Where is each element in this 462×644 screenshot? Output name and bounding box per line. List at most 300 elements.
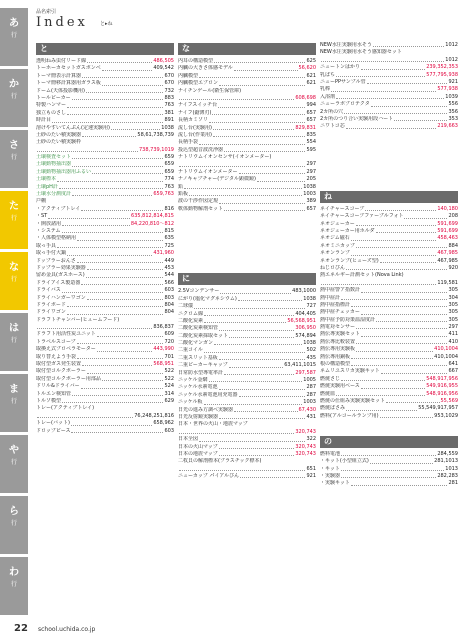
entry-pages: 119,581 xyxy=(437,279,458,286)
entry-name: 熱伝導用実験板 xyxy=(320,346,356,353)
index-entry xyxy=(320,168,458,175)
dot-leader xyxy=(86,272,164,277)
index-range: と▸ね xyxy=(100,21,113,27)
index-entry xyxy=(178,436,316,443)
dot-leader xyxy=(238,296,302,301)
dot-leader xyxy=(179,95,294,100)
entry-name: 土壌動物抽出器用ふるい xyxy=(36,168,92,175)
entry-pages: 836,837 xyxy=(153,324,174,331)
index-entry xyxy=(178,147,316,154)
dot-leader xyxy=(234,407,297,412)
entry-pages: 720 xyxy=(164,338,174,345)
index-entry xyxy=(36,339,174,346)
entry-pages: 282,283 xyxy=(437,473,458,480)
entry-name: ニューPPサンプル管 xyxy=(320,78,366,85)
entry-pages: 1012 xyxy=(445,42,458,48)
index-entry xyxy=(36,295,174,302)
entry-pages: 651 xyxy=(306,465,316,472)
kana-tab-label: た xyxy=(9,201,19,212)
entry-name: 内耳の構造模型 xyxy=(178,58,214,64)
dot-leader xyxy=(72,154,163,159)
index-entry xyxy=(320,72,458,79)
kana-tab-5[interactable] xyxy=(0,313,28,372)
entry-name: ・アクティブトレイ xyxy=(36,205,81,212)
index-entry xyxy=(178,132,316,139)
dot-leader xyxy=(82,132,136,137)
entry-pages: 566 xyxy=(164,279,174,286)
entry-pages: 281,1013 xyxy=(434,458,458,465)
entry-pages: 63,411,1015 xyxy=(284,362,316,369)
index-entry xyxy=(320,265,458,272)
dot-leader xyxy=(37,413,133,418)
entry-pages: 410 xyxy=(448,338,458,345)
entry-name: 熱中症計 xyxy=(320,294,341,301)
index-entry xyxy=(178,347,316,354)
dot-leader xyxy=(179,429,294,434)
entry-name: 投込型超音波洗浄器 xyxy=(178,146,224,153)
entry-pages: 804 xyxy=(164,301,174,308)
entry-name: ナノキャプチャー(デジタル顕微鏡) xyxy=(178,176,256,183)
dot-leader xyxy=(219,80,305,85)
dot-leader xyxy=(336,391,425,396)
entry-name: 二酸化マンガン xyxy=(178,340,214,347)
entry-pages: 410,1004 xyxy=(434,353,458,360)
entry-name: 日光反射鏡実験器 xyxy=(178,413,219,420)
entry-name: ・開放諸用 xyxy=(36,220,62,227)
index-entry xyxy=(178,198,316,205)
entry-name: 熱中症警ア指数計 xyxy=(320,287,361,294)
dot-leader xyxy=(224,206,305,211)
index-entry xyxy=(320,145,458,152)
dot-leader xyxy=(356,339,447,344)
entry-pages: 356 xyxy=(448,108,458,115)
entry-name: 乳ばち xyxy=(320,71,336,78)
entry-pages: 84,220,810〜812 xyxy=(130,220,174,227)
entry-pages: 621 xyxy=(306,72,316,79)
index-entry xyxy=(178,333,316,340)
entry-name: 二重コイル xyxy=(178,347,203,354)
entry-pages: 732 xyxy=(164,87,174,94)
index-entry xyxy=(178,325,316,332)
entry-pages: 591,699 xyxy=(437,227,458,234)
dot-leader xyxy=(336,72,425,77)
entry-pages: 297 xyxy=(306,168,316,175)
entry-name: NEW水圧実験用水そう感知器セット xyxy=(320,49,402,56)
entry-pages: 657 xyxy=(306,205,316,212)
index-entry xyxy=(178,88,316,95)
entry-pages: 574,894 xyxy=(295,332,316,339)
entry-pages: 58,61,738,739 xyxy=(137,131,174,138)
entry-name: ナイフ(鋸薄刃) xyxy=(178,109,212,116)
entry-pages: 568,951 xyxy=(153,361,174,368)
entry-name: トラペルスコープ xyxy=(36,338,76,345)
entry-name: 入浴剤 xyxy=(320,93,336,100)
entry-pages: 281 xyxy=(448,480,458,487)
entry-pages: 305 xyxy=(448,301,458,308)
index-column-1 xyxy=(36,42,174,435)
entry-name: 土壌水分測度計 xyxy=(36,191,72,198)
entry-pages: 738,739,1019 xyxy=(139,146,174,153)
index-entry xyxy=(320,250,458,257)
dot-leader xyxy=(204,318,286,323)
entry-name: 取っ手具 xyxy=(36,242,57,249)
section-heading: に xyxy=(178,273,316,285)
entry-pages: 727 xyxy=(306,303,316,310)
dot-leader xyxy=(404,213,447,218)
kana-tab-2[interactable] xyxy=(0,130,28,189)
index-entry xyxy=(320,331,458,338)
entry-pages: 725 xyxy=(164,242,174,249)
entry-pages: 239,352,353 xyxy=(426,64,458,71)
dot-leader xyxy=(67,309,164,314)
index-entry xyxy=(36,405,174,412)
index-entry xyxy=(178,296,316,303)
dot-leader xyxy=(77,354,163,359)
kana-tab-gyo: 行 xyxy=(10,93,17,100)
dot-leader xyxy=(179,466,305,471)
dot-leader xyxy=(229,333,294,338)
dot-leader xyxy=(219,414,305,419)
index-entry xyxy=(178,265,316,272)
index-entry xyxy=(178,176,316,183)
entry-pages: 635,812,814,815 xyxy=(131,213,174,220)
dot-leader xyxy=(77,258,164,263)
dot-leader xyxy=(97,346,153,351)
index-entry xyxy=(178,444,316,451)
section-heading: の xyxy=(320,436,458,448)
entry-name: 2カ所のつり合い実験用段ハート xyxy=(320,115,394,122)
entry-name: ねじロびん xyxy=(320,264,346,271)
index-entry xyxy=(178,73,316,80)
dot-leader xyxy=(67,110,163,115)
index-entry xyxy=(178,414,316,421)
index-entry xyxy=(178,473,316,480)
entry-name: ナトリウムイオンセンサ(イオンメーター) xyxy=(178,154,272,161)
entry-pages: 502 xyxy=(306,347,316,354)
entry-pages: 381 xyxy=(164,109,174,116)
dot-leader xyxy=(204,347,306,352)
entry-pages: 524 xyxy=(164,383,174,390)
entry-name: 熱伝導実験セット xyxy=(320,331,361,338)
dot-leader xyxy=(356,243,448,248)
index-entry xyxy=(178,429,316,436)
dot-leader xyxy=(331,86,436,91)
entry-name: ネイチャースコープ xyxy=(320,205,365,212)
index-entry xyxy=(36,228,174,235)
entry-name: 燃焼の仕組み実験実験セット xyxy=(320,397,386,404)
entry-name: ネオジューカー xyxy=(320,220,355,227)
entry-name: 燃料電池 xyxy=(320,450,341,457)
entry-pages: 548,917,956 xyxy=(426,375,458,382)
index-entry xyxy=(320,64,458,71)
entry-name: トーホーカセットガスボンベ xyxy=(36,65,101,72)
kana-tab-1[interactable] xyxy=(0,69,28,128)
index-entry xyxy=(320,123,458,130)
index-entry xyxy=(320,473,458,480)
kana-tab-label: ま xyxy=(9,384,19,395)
dot-leader xyxy=(87,295,164,300)
entry-name: 日本・世界の火山・地震マップ xyxy=(178,421,248,428)
kana-tab-9[interactable] xyxy=(0,557,28,616)
index-entry xyxy=(320,49,458,56)
kana-tab-gyo: 行 xyxy=(10,459,17,466)
entry-pages: 659,763 xyxy=(153,191,174,198)
dot-leader xyxy=(356,346,433,351)
entry-pages: 1038 xyxy=(303,340,316,347)
page-title: Index xyxy=(36,15,88,30)
index-entry xyxy=(320,361,458,368)
dot-leader xyxy=(199,139,305,144)
index-entry xyxy=(36,302,174,309)
dot-leader xyxy=(346,123,437,128)
dot-leader xyxy=(111,125,160,130)
kana-tab-3[interactable] xyxy=(0,191,28,250)
entry-name: 土壌検査セット xyxy=(36,154,72,161)
entry-pages: 306,950 xyxy=(295,325,316,332)
index-entry xyxy=(320,295,458,302)
index-entry xyxy=(178,235,316,242)
dot-leader xyxy=(234,65,298,70)
entry-name: ・人体模型格納用 xyxy=(36,235,77,242)
index-entry xyxy=(36,110,174,117)
dot-leader xyxy=(81,206,163,211)
index-entry xyxy=(36,235,174,242)
dot-leader xyxy=(351,235,437,240)
section-heading: ね xyxy=(320,191,458,203)
entry-pages: 603 xyxy=(164,287,174,294)
entry-name: 長柄カミソリ xyxy=(178,117,209,124)
entry-pages: 803 xyxy=(164,294,174,301)
entry-name: 軟体動物解剖セット xyxy=(178,205,224,212)
entry-name: 二球儀 xyxy=(178,303,194,310)
index-entry xyxy=(320,368,458,375)
index-entry xyxy=(36,117,174,124)
dot-leader xyxy=(219,451,295,456)
entry-name: トーマ冊移計算器用ガラス板 xyxy=(36,80,101,87)
entry-pages: 835 xyxy=(306,131,316,138)
index-entry xyxy=(36,80,174,87)
index-entry xyxy=(178,228,316,235)
dot-leader xyxy=(179,161,305,166)
entry-pages: 635 xyxy=(164,235,174,242)
index-entry xyxy=(178,318,316,325)
entry-name: 2.5Vコンデンサー xyxy=(178,288,220,295)
dot-leader xyxy=(92,169,163,174)
dot-leader xyxy=(59,184,164,189)
kana-tab-6[interactable] xyxy=(0,374,28,433)
index-entry xyxy=(320,324,458,331)
dot-leader xyxy=(380,258,437,263)
dot-leader xyxy=(380,413,434,418)
index-entry xyxy=(320,398,458,405)
index-entry xyxy=(36,132,174,139)
entry-name: 日光の進み方調べ実験器 xyxy=(178,406,234,413)
entry-name: ニッケル水素電池 xyxy=(178,384,218,391)
index-column-2 xyxy=(178,42,316,480)
dot-leader xyxy=(373,42,444,47)
entry-pages: 467,985 xyxy=(437,257,458,264)
index-entry xyxy=(320,451,458,458)
entry-pages: 320,743 xyxy=(295,428,316,435)
entry-name: ドラフト用活性炭ユニット xyxy=(36,331,96,338)
dot-leader xyxy=(386,398,439,403)
entry-pages: 670 xyxy=(164,72,174,79)
entry-pages: 921 xyxy=(448,78,458,85)
dot-leader xyxy=(87,58,152,63)
entry-name: 取付型コルクボーラー用部品 xyxy=(36,375,101,382)
index-entry xyxy=(178,243,316,250)
entry-name: 日本の火山マップ xyxy=(178,443,218,450)
entry-name: ニクロム線 xyxy=(178,310,204,317)
entry-pages: 76,248,251,816 xyxy=(134,412,174,419)
entry-name: 二酸化炭素検知管 xyxy=(178,325,219,332)
index-entry xyxy=(178,65,316,72)
entry-pages: 409,542 xyxy=(153,65,174,72)
dot-leader xyxy=(361,309,448,314)
dot-leader xyxy=(351,354,433,359)
kana-tab-gyo: 行 xyxy=(10,337,17,344)
index-entry xyxy=(178,58,316,65)
kana-tab-7[interactable] xyxy=(0,435,28,494)
entry-name: トーマ冊表示計算器 xyxy=(36,72,82,79)
entry-pages: 657 xyxy=(306,109,316,116)
dot-leader xyxy=(394,116,447,121)
entry-name: 熱中症予防対策温湿度計 xyxy=(320,316,376,323)
entry-pages: 829,831 xyxy=(295,124,316,131)
index-entry xyxy=(320,243,458,250)
entry-pages: 320,743 xyxy=(295,450,316,457)
entry-name: 流し台(実験用) xyxy=(178,124,212,131)
kana-tab-label: や xyxy=(9,445,19,456)
entry-name: 熱エネルギー計測セット(Nova Link) xyxy=(320,272,404,279)
index-entry xyxy=(320,458,458,465)
kana-tab-0[interactable] xyxy=(0,8,28,67)
entry-pages: 815 xyxy=(164,227,174,234)
index-entry xyxy=(36,125,174,132)
kana-tab-8[interactable] xyxy=(0,496,28,555)
entry-name: ドライアイス製造器 xyxy=(36,279,81,286)
entry-name: ・実験器 xyxy=(320,473,341,480)
dot-leader xyxy=(87,368,164,373)
entry-pages: 453 xyxy=(164,264,174,271)
entry-name: ネオミニカップ xyxy=(320,242,355,249)
entry-pages: 522 xyxy=(164,368,174,375)
entry-pages: 804 xyxy=(164,309,174,316)
entry-name: ・実験キット xyxy=(320,480,350,487)
entry-pages: 410,1004 xyxy=(434,346,458,353)
dot-leader xyxy=(341,466,444,471)
dot-leader xyxy=(229,362,283,367)
dot-leader xyxy=(212,110,305,115)
dot-leader xyxy=(72,161,163,166)
entry-pages: 389 xyxy=(306,198,316,205)
index-entry xyxy=(178,117,316,124)
entry-pages: 297,587 xyxy=(295,369,316,376)
entry-pages: 816 xyxy=(164,205,174,212)
entry-name: 取付型コルクボーラー xyxy=(36,368,86,375)
entry-pages: 55,569 xyxy=(440,397,458,404)
index-entry xyxy=(320,383,458,390)
entry-pages: 287 xyxy=(306,384,316,391)
entry-pages: 667 xyxy=(448,368,458,375)
index-entry xyxy=(320,131,458,138)
entry-pages: 297 xyxy=(306,161,316,168)
index-entry xyxy=(178,458,316,465)
entry-pages: 659 xyxy=(164,168,174,175)
entry-name: トレー(アクティブトレイ) xyxy=(36,405,95,412)
dot-leader xyxy=(57,176,163,181)
dot-leader xyxy=(344,109,447,114)
index-entry xyxy=(178,110,316,117)
index-entry xyxy=(36,258,174,265)
entry-pages: 56,568,951 xyxy=(287,317,316,324)
dot-leader xyxy=(82,73,163,78)
index-entry xyxy=(178,407,316,414)
entry-pages: 443,990 xyxy=(153,346,174,353)
entry-name: ・キット(小型組立式) xyxy=(320,458,369,465)
index-entry xyxy=(178,169,316,176)
index-entry xyxy=(320,391,458,398)
dot-leader xyxy=(67,102,163,107)
entry-pages: 953,1029 xyxy=(434,412,458,419)
dot-leader xyxy=(199,73,305,78)
dot-leader xyxy=(346,265,447,270)
entry-pages: 435 xyxy=(306,354,316,361)
entry-pages: 287 xyxy=(306,391,316,398)
index-entry xyxy=(178,303,316,310)
entry-pages: 431,960 xyxy=(153,250,174,257)
dot-leader xyxy=(213,125,294,130)
dot-leader xyxy=(62,221,130,226)
entry-name: ナイチンゲール(衛生保管庫) xyxy=(178,87,242,94)
kana-tab-4[interactable] xyxy=(0,252,28,311)
dot-leader xyxy=(194,303,305,308)
index-entry xyxy=(36,161,174,168)
index-entry xyxy=(178,139,316,146)
entry-pages: 657 xyxy=(306,117,316,124)
index-entry xyxy=(320,228,458,235)
dot-leader xyxy=(361,383,425,388)
dot-leader xyxy=(341,295,447,300)
entry-pages: 603 xyxy=(164,427,174,434)
index-entry xyxy=(320,109,458,116)
index-entry xyxy=(320,221,458,228)
entry-pages: 297 xyxy=(448,324,458,331)
index-entry xyxy=(320,42,458,49)
index-entry xyxy=(178,377,316,384)
entry-pages: 921 xyxy=(306,473,316,480)
dot-leader xyxy=(341,376,425,381)
kana-tab-gyo: 行 xyxy=(10,154,17,161)
dot-leader xyxy=(86,88,164,93)
entry-name: 2カ所の穴 xyxy=(320,108,344,115)
index-entry xyxy=(320,280,458,287)
index-entry xyxy=(36,65,174,72)
index-entry xyxy=(178,355,316,362)
dot-leader xyxy=(87,265,164,270)
dot-leader xyxy=(72,95,164,100)
dot-leader xyxy=(239,392,306,397)
dot-leader xyxy=(367,79,448,84)
entry-name: 取換え式プロペラモーター xyxy=(36,346,96,353)
index-entry xyxy=(320,376,458,383)
index-entry xyxy=(36,309,174,316)
index-entry xyxy=(178,392,316,399)
entry-pages: 1013 xyxy=(445,465,458,472)
dot-leader xyxy=(72,191,152,196)
index-entry xyxy=(36,154,174,161)
dot-leader xyxy=(336,94,444,99)
